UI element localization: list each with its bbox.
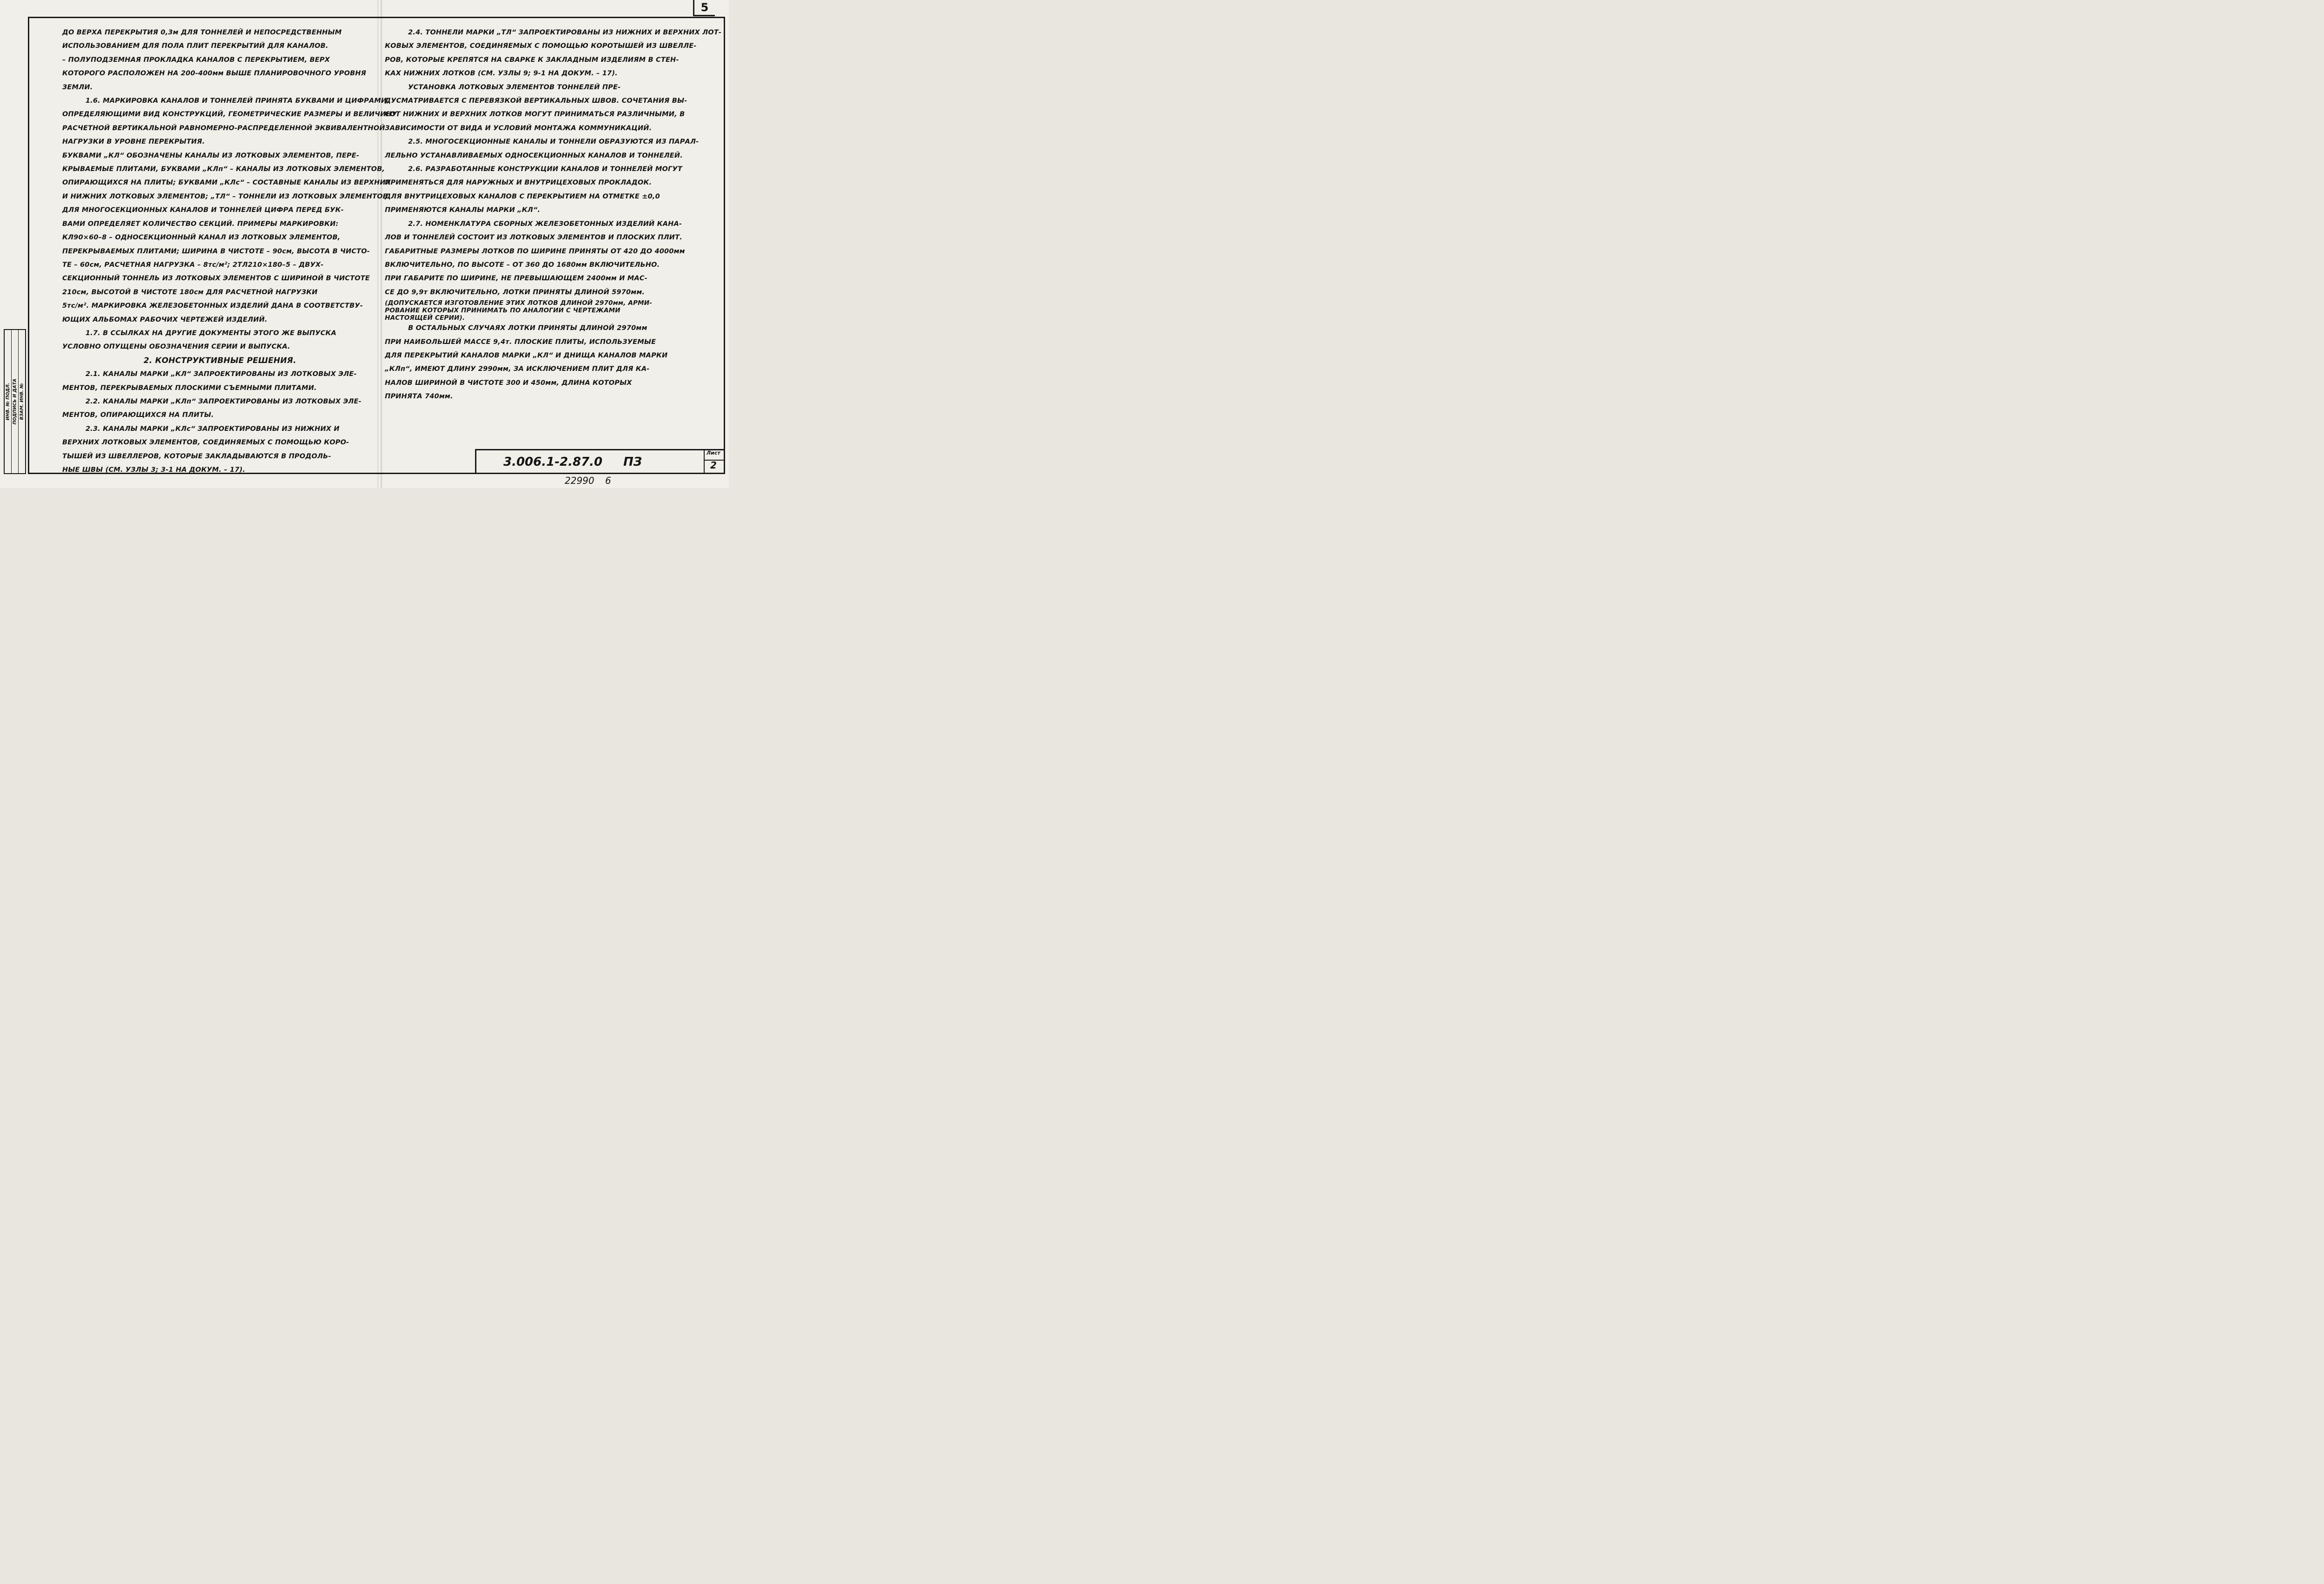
- text-line: ГАБАРИТНЫЕ РАЗМЕРЫ ЛОТКОВ ПО ШИРИНЕ ПРИНЯТЫ ОТ 420 ДО 4000мм: [385, 247, 685, 255]
- text-line: ОПИРАЮЩИХСЯ НА ПЛИТЫ; БУКВАМИ „КЛс“ – СОСТАВНЫЕ КАНАЛЫ ИЗ ВЕРХНИХ: [62, 179, 391, 187]
- text-line: 1.7. В ССЫЛКАХ НА ДРУГИЕ ДОКУМЕНТЫ ЭТОГО ЖЕ ВЫПУСКА: [86, 329, 337, 337]
- text-line: – ПОЛУПОДЗЕМНАЯ ПРОКЛАДКА КАНАЛОВ С ПЕРЕКРЫТИЕМ, ВЕРХ: [62, 56, 330, 64]
- stamp-cell: [12, 330, 19, 473]
- side-stamp: [4, 329, 26, 474]
- text-line: ЛЕЛЬНО УСТАНАВЛИВАЕМЫХ ОДНОСЕКЦИОННЫХ КАНАЛОВ И ТОННЕЛЕЙ.: [385, 152, 683, 159]
- title-block: [475, 449, 725, 474]
- text-line: (ДОПУСКАЕТСЯ ИЗГОТОВЛЕНИЕ ЭТИХ ЛОТКОВ ДЛИНОЙ 2970мм, АРМИ-: [385, 299, 653, 307]
- text-line: УСЛОВНО ОПУЩЕНЫ ОБОЗНАЧЕНИЯ СЕРИИ И ВЫПУСКА.: [62, 343, 290, 351]
- text-line: КАХ НИЖНИХ ЛОТКОВ (СМ. УЗЛЫ 9; 9-1 НА ДОКУМ. – 17).: [385, 70, 618, 78]
- stamp-cell: [19, 330, 25, 473]
- text-line: КОТОРОГО РАСПОЛОЖЕН НА 200-400мм ВЫШЕ ПЛАНИРОВОЧНОГО УРОВНЯ: [62, 70, 366, 78]
- text-line: РАСЧЕТНОЙ ВЕРТИКАЛЬНОЙ РАВНОМЕРНО-РАСПРЕДЕЛЕННОЙ ЭКВИВАЛЕНТНОЙ: [62, 124, 385, 132]
- text-line: ЛОВ И ТОННЕЛЕЙ СОСТОИТ ИЗ ЛОТКОВЫХ ЭЛЕМЕНТОВ И ПЛОСКИХ ПЛИТ.: [385, 234, 682, 242]
- stamp-label: ПОДПИСЬ И ДАТА: [12, 378, 18, 425]
- text-line: 2.1. КАНАЛЫ МАРКИ „КЛ“ ЗАПРОЕКТИРОВАНЫ ИЗ ЛОТКОВЫХ ЭЛЕ-: [86, 370, 357, 378]
- text-line: 2.3. КАНАЛЫ МАРКИ „КЛс“ ЗАПРОЕКТИРОВАНЫ ИЗ НИЖНИХ И: [86, 425, 340, 433]
- text-line: МЕНТОВ, ПЕРЕКРЫВАЕМЫХ ПЛОСКИМИ СЪЕМНЫМИ ПЛИТАМИ.: [62, 384, 317, 392]
- text-line: ПРИНЯТА 740мм.: [385, 393, 453, 401]
- text-line: ЗЕМЛИ.: [62, 83, 93, 91]
- left-text-column: [62, 26, 397, 477]
- text-line: ПРИМЕНЯЮТСЯ КАНАЛЫ МАРКИ „КЛ“.: [385, 206, 541, 214]
- stamp-label: ВЗАМ. ИНВ. №: [19, 383, 25, 420]
- text-line: ДЛЯ МНОГОСЕКЦИОННЫХ КАНАЛОВ И ТОННЕЛЕЙ ЦИФРА ПЕРЕД БУК-: [62, 206, 344, 214]
- text-line: РОВАНИЕ КОТОРЫХ ПРИНИМАТЬ ПО АНАЛОГИИ С ЧЕРТЕЖАМИ: [385, 307, 621, 315]
- sheet-label: Лист: [706, 450, 720, 456]
- document-code: 3.006.1-2.87.0: [503, 455, 603, 469]
- text-line: ПРИ НАИБОЛЬШЕЙ МАССЕ 9,4т. ПЛОСКИЕ ПЛИТЫ, ИСПОЛЬЗУЕМЫЕ: [385, 338, 656, 346]
- document-sheet: [0, 0, 729, 488]
- text-line: 2.2. КАНАЛЫ МАРКИ „КЛп“ ЗАПРОЕКТИРОВАНЫ ИЗ ЛОТКОВЫХ ЭЛЕ-: [86, 397, 362, 405]
- text-line: МЕНТОВ, ОПИРАЮЩИХСЯ НА ПЛИТЫ.: [62, 411, 214, 419]
- text-line: 2. КОНСТРУКТИВНЫЕ РЕШЕНИЯ.: [144, 356, 297, 365]
- text-line: 5тс/м². МАРКИРОВКА ЖЕЛЕЗОБЕТОННЫХ ИЗДЕЛИЙ ДАНА В СООТВЕТСТВУ-: [62, 302, 363, 310]
- text-line: В ОСТАЛЬНЫХ СЛУЧАЯХ ЛОТКИ ПРИНЯТЫ ДЛИНОЙ 2970мм: [408, 324, 647, 332]
- text-line: „КЛп“, ИМЕЮТ ДЛИНУ 2990мм, ЗА ИСКЛЮЧЕНИЕМ ПЛИТ ДЛЯ КА-: [385, 365, 650, 373]
- text-line: ТЕ – 60см, РАСЧЕТНАЯ НАГРУЗКА – 8тс/м²; 2ТЛ210×180–5 – ДВУХ-: [62, 261, 324, 269]
- text-line: НЫЕ ШВЫ (СМ. УЗЛЫ 3; 3-1 НА ДОКУМ. – 17).: [62, 466, 245, 474]
- text-line: КЛ90×60–8 – ОДНОСЕКЦИОННЫЙ КАНАЛ ИЗ ЛОТКОВЫХ ЭЛЕМЕНТОВ,: [62, 234, 341, 242]
- text-line: НАГРУЗКИ В УРОВНЕ ПЕРЕКРЫТИЯ.: [62, 138, 205, 146]
- sheet-page-number: 2: [710, 460, 717, 471]
- text-line: ОПРЕДЕЛЯЮЩИМИ ВИД КОНСТРУКЦИЙ, ГЕОМЕТРИЧЕСКИЕ РАЗМЕРЫ И ВЕЛИЧИНУ: [62, 111, 397, 119]
- text-line: ЮЩИХ АЛЬБОМАХ РАБОЧИХ ЧЕРТЕЖЕЙ ИЗДЕЛИЙ.: [62, 316, 268, 323]
- text-line: ВАМИ ОПРЕДЕЛЯЕТ КОЛИЧЕСТВО СЕКЦИЙ. ПРИМЕРЫ МАРКИРОВКИ:: [62, 220, 339, 228]
- text-line: ВЕРХНИХ ЛОТКОВЫХ ЭЛЕМЕНТОВ, СОЕДИНЯЕМЫХ С ПОМОЩЬЮ КОРО-: [62, 439, 350, 447]
- text-line: БУКВАМИ „КЛ“ ОБОЗНАЧЕНЫ КАНАЛЫ ИЗ ЛОТКОВЫХ ЭЛЕМЕНТОВ, ПЕРЕ-: [62, 152, 359, 159]
- text-line: ПЕРЕКРЫВАЕМЫХ ПЛИТАМИ; ШИРИНА В ЧИСТОТЕ – 90см, ВЫСОТА В ЧИСТО-: [62, 247, 370, 255]
- text-line: ПРИ ГАБАРИТЕ ПО ШИРИНЕ, НЕ ПРЕВЫШАЮЩЕМ 2400мм И МАС-: [385, 275, 647, 283]
- text-line: 2.6. РАЗРАБОТАННЫЕ КОНСТРУКЦИИ КАНАЛОВ И ТОННЕЛЕЙ МОГУТ: [408, 165, 682, 173]
- sheet-number: 5: [693, 0, 715, 16]
- sheet-cell: [704, 450, 725, 474]
- text-line: КРЫВАЕМЫЕ ПЛИТАМИ, БУКВАМИ „КЛп“ – КАНАЛЫ ИЗ ЛОТКОВЫХ ЭЛЕМЕНТОВ,: [62, 165, 385, 173]
- text-line: ЗАВИСИМОСТИ ОТ ВИДА И УСЛОВИЙ МОНТАЖА КОММУНИКАЦИЙ.: [385, 124, 652, 132]
- stamp-cell: [5, 330, 12, 473]
- text-line: ПРИМЕНЯТЬСЯ ДЛЯ НАРУЖНЫХ И ВНУТРИЦЕХОВЫХ ПРОКЛАДОК.: [385, 179, 652, 187]
- stamp-label: ИНВ. № ПОДЛ.: [5, 383, 11, 421]
- document-type: ПЗ: [623, 455, 642, 469]
- text-line: ДЛЯ ВНУТРИЦЕХОВЫХ КАНАЛОВ С ПЕРЕКРЫТИЕМ НА ОТМЕТКЕ ±0,0: [385, 192, 660, 200]
- text-line: ДУСМАТРИВАЕТСЯ С ПЕРЕВЯЗКОЙ ВЕРТИКАЛЬНЫХ ШВОВ. СОЧЕТАНИЯ ВЫ-: [385, 97, 687, 105]
- text-line: 1.6. МАРКИРОВКА КАНАЛОВ И ТОННЕЛЕЙ ПРИНЯТА БУКВАМИ И ЦИФРАМИ,: [86, 97, 390, 105]
- text-line: НАСТОЯЩЕЙ СЕРИИ).: [385, 314, 465, 322]
- text-line: УСТАНОВКА ЛОТКОВЫХ ЭЛЕМЕНТОВ ТОННЕЛЕЙ ПРЕ-: [408, 83, 621, 91]
- right-text-column: [385, 26, 721, 404]
- text-line: ДЛЯ ПЕРЕКРЫТИЙ КАНАЛОВ МАРКИ „КЛ“ И ДНИЩА КАНАЛОВ МАРКИ: [385, 351, 668, 359]
- text-line: 210см, ВЫСОТОЙ В ЧИСТОТЕ 180см ДЛЯ РАСЧЕТНОЙ НАГРУЗКИ: [62, 288, 318, 296]
- text-line: ТЫШЕЙ ИЗ ШВЕЛЛЕРОВ, КОТОРЫЕ ЗАКЛАДЫВАЮТСЯ В ПРОДОЛЬ-: [62, 452, 331, 460]
- text-line: 2.7. НОМЕНКЛАТУРА СБОРНЫХ ЖЕЛЕЗОБЕТОННЫХ ИЗДЕЛИЙ КАНА-: [408, 220, 682, 228]
- text-line: ВКЛЮЧИТЕЛЬНО, ПО ВЫСОТЕ – ОТ 360 ДО 1680мм ВКЛЮЧИТЕЛЬНО.: [385, 261, 660, 269]
- text-line: КОВЫХ ЭЛЕМЕНТОВ, СОЕДИНЯЕМЫХ С ПОМОЩЬЮ КОРОТЫШЕЙ ИЗ ШВЕЛЛЕ-: [385, 42, 697, 50]
- text-line: СЕ ДО 9,9т ВКЛЮЧИТЕЛЬНО, ЛОТКИ ПРИНЯТЫ ДЛИНОЙ 5970мм.: [385, 288, 645, 296]
- text-line: 2.4. ТОННЕЛИ МАРКИ „ТЛ“ ЗАПРОЕКТИРОВАНЫ ИЗ НИЖНИХ И ВЕРХНИХ ЛОТ-: [408, 29, 722, 36]
- text-line: ДО ВЕРХА ПЕРЕКРЫТИЯ 0,3м ДЛЯ ТОННЕЛЕЙ И НЕПОСРЕДСТВЕННЫМ: [62, 29, 342, 36]
- text-line: РОВ, КОТОРЫЕ КРЕПЯТСЯ НА СВАРКЕ К ЗАКЛАДНЫМ ИЗДЕЛИЯМ В СТЕН-: [385, 56, 679, 64]
- archive-suffix: 6: [605, 475, 611, 486]
- archive-number: 22990: [565, 475, 594, 486]
- text-line: СЕКЦИОННЫЙ ТОННЕЛЬ ИЗ ЛОТКОВЫХ ЭЛЕМЕНТОВ С ШИРИНОЙ В ЧИСТОТЕ: [62, 275, 370, 283]
- text-line: СОТ НИЖНИХ И ВЕРХНИХ ЛОТКОВ МОГУТ ПРИНИМАТЬСЯ РАЗЛИЧНЫМИ, В: [385, 111, 685, 119]
- text-line: 2.5. МНОГОСЕКЦИОННЫЕ КАНАЛЫ И ТОННЕЛИ ОБРАЗУЮТСЯ ИЗ ПАРАЛ-: [408, 138, 699, 146]
- text-line: НАЛОВ ШИРИНОЙ В ЧИСТОТЕ 300 И 450мм, ДЛИНА КОТОРЫХ: [385, 379, 632, 387]
- text-line: И НИЖНИХ ЛОТКОВЫХ ЭЛЕМЕНТОВ; „ТЛ“ – ТОННЕЛИ ИЗ ЛОТКОВЫХ ЭЛЕМЕНТОВ.: [62, 192, 391, 200]
- text-line: ИСПОЛЬЗОВАНИЕМ ДЛЯ ПОЛА ПЛИТ ПЕРЕКРЫТИЙ ДЛЯ КАНАЛОВ.: [62, 42, 329, 50]
